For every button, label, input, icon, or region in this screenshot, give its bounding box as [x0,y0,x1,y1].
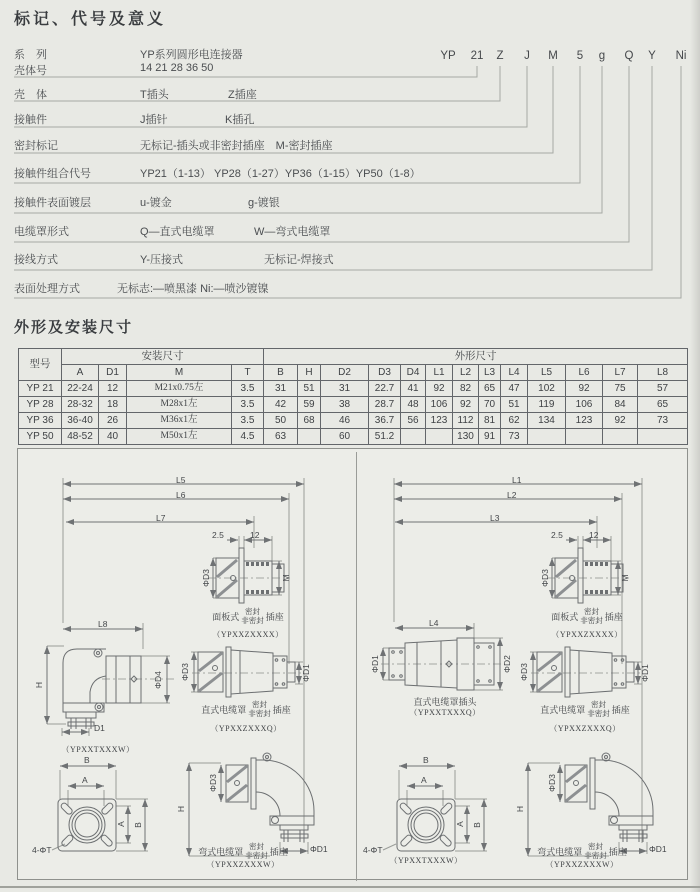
dim-label-12: 12 [250,530,260,540]
model-cell: YP 50 [19,429,62,445]
dim-label-A: A [82,775,88,785]
code-elbow-cover-receptacle: （YPXXZXXXW） [206,860,280,869]
table-cell: 102 [528,381,566,397]
table-cell: 51 [298,381,321,397]
drawings-right-column [356,452,689,881]
table-cell: 42 [264,397,298,413]
table-cell: 92 [566,381,603,397]
table-cell: 75 [603,381,638,397]
caption-straight-cover-receptacle: 直式电缆罩 密封 非密封 插座 [540,700,630,718]
elbow-cover-receptacle-drawing [226,753,314,842]
caption-straight-cover-receptacle: 直式电缆罩 密封 非密封 插座 [201,700,291,718]
col-A: A [62,365,99,381]
caption-elbow-cover-receptacle: 弯式电缆罩 密封 非密封 插座 [198,842,288,860]
table-cell: 3.5 [232,413,264,429]
table-cell: 22.7 [369,381,401,397]
table-cell: 73 [501,429,528,445]
table-cell: 50 [264,413,298,429]
table-column-header-row [19,365,688,381]
elbow-cover-receptacle-drawing [565,753,653,842]
table-cell: 41 [401,381,426,397]
table-cell: M21x0.75左 [127,381,232,397]
header-model: 型号 [19,349,62,381]
dim-label-A-vert: A [116,821,126,827]
legend-desc2-termination: 无标记-焊接式 [264,254,334,266]
dim-label-B: B [423,755,429,765]
dim-label-phiD3-straight: ΦD3 [519,663,529,681]
model-cell: YP 36 [19,413,62,429]
table-cell: 48 [401,397,426,413]
legend-desc-termination: Y-压接式 [140,254,183,266]
code-series: YP [440,50,456,62]
table-cell: 106 [426,397,453,413]
table-cell: 38 [321,397,369,413]
caption-elbow-cover-receptacle: 弯式电缆罩 密封 非密封 插座 [537,842,627,860]
table-cell: 18 [99,397,127,413]
caption-straight-plug: 直式电缆罩插头 [413,697,477,707]
col-H: H [298,365,321,381]
elbow-plug-drawing [63,649,141,729]
code-shell-no: 21 [470,50,484,62]
col-L4: L4 [501,365,528,381]
table-row-yp21 [19,381,688,397]
legend-desc2-cable-cover: W—弯式电缆罩 [254,226,331,238]
code-plating: g [598,50,606,62]
dim-label-phiD3: ΦD3 [540,569,550,587]
table-cell: M36x1左 [127,413,232,429]
table-cell [638,429,688,445]
dim-label-phiD3-bend: ΦD3 [547,774,557,792]
dim-label-L3: L3 [490,513,500,523]
dim-label-L8: L8 [98,619,108,629]
table-cell: 70 [479,397,501,413]
legend-desc2-shell: Z插座 [228,89,257,101]
dim-label-phiD3-straight: ΦD3 [180,663,190,681]
code-flange-plug: （YPXXTXXXW） [389,856,463,865]
table-cell: 56 [401,413,426,429]
col-D3: D3 [369,365,401,381]
legend-label-termination: 接线方式 [14,254,58,266]
table-cell [566,429,603,445]
legend-desc-seal: 无标记-插头或非密封插座 M-密封插座 [140,140,333,152]
table-cell: 31 [321,381,369,397]
table-group-header-row [19,349,688,365]
table-row-yp50 [19,429,688,445]
dimensions-table [18,348,688,445]
model-cell: YP 21 [19,381,62,397]
col-L2: L2 [453,365,479,381]
code-panel-receptacle: （YPXXZXXXX） [551,630,623,639]
page-edge-shadow [690,0,700,892]
straight-cover-receptacle-drawing [198,647,295,697]
col-L1: L1 [426,365,453,381]
dim-label-12: 12 [589,530,599,540]
dim-label-phiD1-bend: ΦD1 [310,844,328,854]
table-cell: 31 [264,381,298,397]
table-cell: 73 [638,413,688,429]
caption-panel-receptacle: 面板式 密封 非密封 插座 [212,607,284,625]
legend-label-cable-cover: 电缆罩形式 [14,226,69,238]
legend-desc2-contact: K插孔 [225,114,255,126]
legend-label-seal: 密封标记 [14,140,58,152]
dim-label-phiD4: ΦD4 [153,671,163,689]
dim-label-2-5: 2.5 [212,530,224,540]
table-cell: 28.7 [369,397,401,413]
col-L5: L5 [528,365,566,381]
table-cell: 51 [501,397,528,413]
dim-label-H-bend: H [515,805,525,813]
table-cell: 60 [321,429,369,445]
col-L7: L7 [603,365,638,381]
table-cell: 119 [528,397,566,413]
dim-label-phiD3-bend: ΦD3 [208,774,218,792]
table-cell: 59 [298,397,321,413]
code-straight-plug: （YPXXTXXXQ） [409,708,481,717]
outline-drawings-panel [17,448,688,880]
table-cell: 68 [298,413,321,429]
dim-label-4phiT: 4-ΦT [363,845,383,855]
table-cell: 62 [501,413,528,429]
col-D1: D1 [99,365,127,381]
table-cell: M50x1左 [127,429,232,445]
legend-desc-cable-cover: Q—直式电缆罩 [140,226,215,238]
header-outline-dims: 外形尺寸 [264,349,688,365]
dim-label-B: B [84,755,90,765]
legend-desc-series: YP系列圆形电连接器 [140,49,243,61]
legend-label-arrangement: 接触件组合代号 [14,168,91,180]
table-cell: 28-32 [62,397,99,413]
dim-label-phiD2: ΦD2 [502,655,512,673]
dim-label-H-bend: H [176,805,186,813]
page-title: 标记、代号及意义 [14,11,167,28]
col-L3: L3 [479,365,501,381]
table-cell: 47 [501,381,528,397]
dim-label-B-vert: B [472,822,482,828]
col-T: T [232,365,264,381]
dim-label-L2: L2 [507,490,517,500]
table-cell: 46 [321,413,369,429]
col-M: M [127,365,232,381]
col-L6: L6 [566,365,603,381]
table-cell: 112 [453,413,479,429]
table-cell: 130 [453,429,479,445]
dim-label-phiD1-bend: ΦD1 [649,844,667,854]
dim-label-phiD3: ΦD3 [201,569,211,587]
code-termination: Y [648,50,656,62]
dim-label-D1: D1 [94,723,105,733]
table-cell: 4.5 [232,429,264,445]
code-straight-cover-receptacle: （YPXXZXXXQ） [210,724,282,733]
table-cell: M28x1左 [127,397,232,413]
dim-label-M: M [620,574,630,582]
table-cell: 51.2 [369,429,401,445]
dim-label-A: A [421,775,427,785]
legend-label-plating: 接触件表面镀层 [14,197,91,209]
dim-label-A-vert: A [455,821,465,827]
table-cell: 92 [426,381,453,397]
table-cell: 40 [99,429,127,445]
legend-label-shell-no: 壳体号 [14,65,47,77]
col-D2: D2 [321,365,369,381]
table-cell: 92 [453,397,479,413]
model-cell: YP 28 [19,397,62,413]
header-install-dims: 安装尺寸 [62,349,264,365]
table-cell: 3.5 [232,397,264,413]
table-cell: 48-52 [62,429,99,445]
table-cell: 36-40 [62,413,99,429]
straight-cover-receptacle-drawing [537,647,634,697]
code-shell: Z [496,50,504,62]
legend-desc-contact: J插针 [140,114,168,126]
dim-label-phiD1-straight: ΦD1 [301,664,311,682]
table-cell: 65 [479,381,501,397]
mounting-flange-drawing [397,799,455,851]
page-bottom-edge [0,886,700,888]
code-elbow-plug: （YPXXTXXXW） [61,745,135,754]
table-cell: 57 [638,381,688,397]
table-cell [298,429,321,445]
dim-label-phiD1-straight: ΦD1 [640,664,650,682]
table-cell [528,429,566,445]
dim-label-L6: L6 [176,490,186,500]
dim-label-B-vert: B [133,822,143,828]
table-cell: 65 [638,397,688,413]
table-cell: 84 [603,397,638,413]
legend-label-shell: 壳 体 [14,89,47,101]
caption-panel-receptacle: 面板式 密封 非密封 插座 [551,607,623,625]
table-cell [401,429,426,445]
dim-label-M: M [281,574,291,582]
code-cable-cover: Q [624,50,634,62]
mounting-flange-drawing [58,799,116,851]
col-B: B [264,365,298,381]
code-panel-receptacle: （YPXXZXXXX） [212,630,284,639]
dim-label-phiD1-plug: ΦD1 [370,655,380,673]
table-cell: 134 [528,413,566,429]
table-cell [603,429,638,445]
table-cell: 3.5 [232,381,264,397]
code-straight-cover-receptacle: （YPXXZXXXQ） [549,724,621,733]
table-cell [426,429,453,445]
section-title-dimensions: 外形及安装尺寸 [14,319,134,336]
table-cell: 12 [99,381,127,397]
table-cell: 123 [426,413,453,429]
table-cell: 123 [566,413,603,429]
legend-desc-shell-no: 14 21 28 36 50 [140,62,214,74]
code-elbow-cover-receptacle: （YPXXZXXXW） [545,860,619,869]
table-cell: 106 [566,397,603,413]
legend-label-finish: 表面处理方式 [14,283,80,295]
legend-desc-finish: 无标志:—喷黑漆 Ni:—喷沙镀镍 [117,283,269,295]
table-row-yp36 [19,413,688,429]
dim-label-2-5: 2.5 [551,530,563,540]
code-finish: Ni [675,50,687,62]
table-cell: 36.7 [369,413,401,429]
legend-desc-shell: T插头 [140,89,169,101]
code-seal: M [548,50,558,62]
dim-label-L7: L7 [156,513,166,523]
dim-label-L4: L4 [429,618,439,628]
table-row-yp28 [19,397,688,413]
dim-label-H: H [34,681,44,689]
dim-label-4phiT: 4-ΦT [32,845,52,855]
table-cell: 82 [453,381,479,397]
dim-label-L5: L5 [176,475,186,485]
code-contact: J [524,50,530,62]
legend-desc-arrangement: YP21（1-13） YP28（1-27）YP36（1-15）YP50（1-8） [140,168,421,180]
dim-label-L1: L1 [512,475,522,485]
drawings-left-column [18,452,356,881]
col-L8: L8 [638,365,688,381]
table-cell: 63 [264,429,298,445]
table-cell: 22-24 [62,381,99,397]
legend-desc-plating: u-镀金 [140,197,172,209]
legend-desc2-plating: g-镀银 [248,197,280,209]
table-cell: 26 [99,413,127,429]
legend-label-series: 系 列 [14,49,47,61]
legend-label-contact: 接触件 [14,114,47,126]
table-cell: 92 [603,413,638,429]
col-D4: D4 [401,365,426,381]
table-cell: 91 [479,429,501,445]
table-cell: 81 [479,413,501,429]
code-arrangement: 5 [576,50,584,62]
